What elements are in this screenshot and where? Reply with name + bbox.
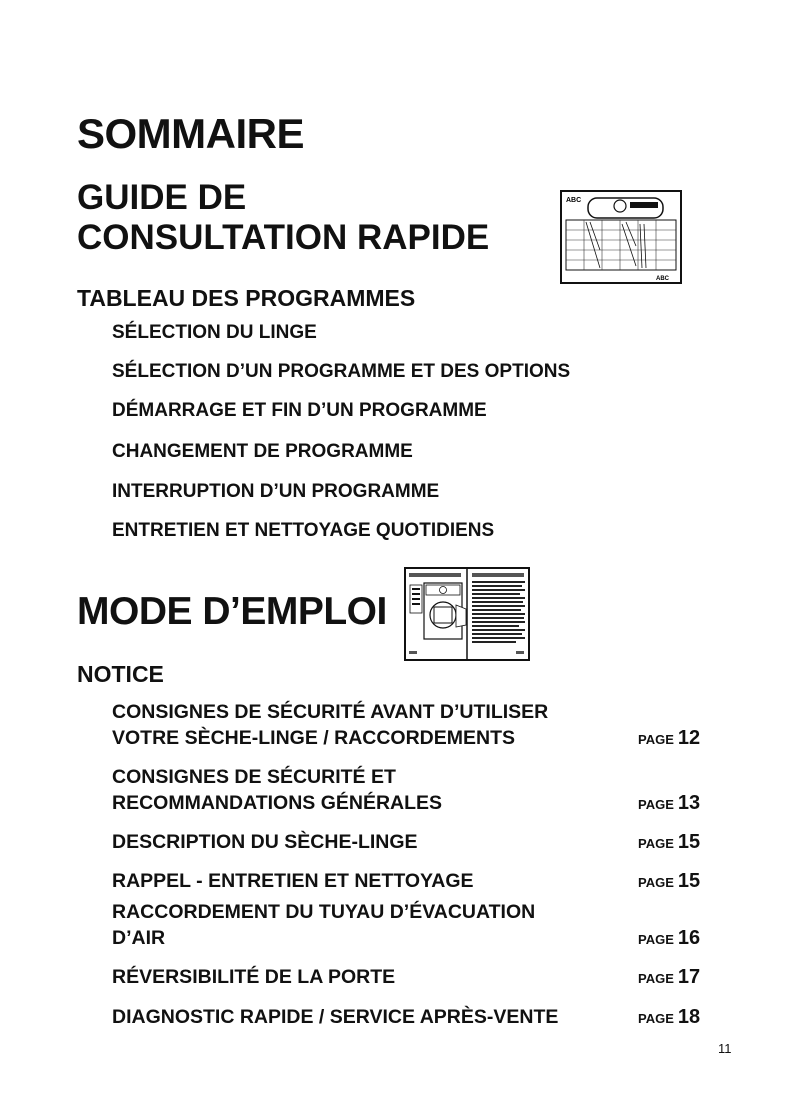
toc-entry-line2: D’AIR	[112, 927, 166, 949]
toc-entry-line1: CONSIGNES DE SÉCURITÉ ET	[112, 766, 396, 788]
page-number: 15	[677, 831, 701, 853]
quick-guide-heading-line2: CONSULTATION RAPIDE	[77, 218, 490, 257]
toc-entry-line1: RAPPEL - ENTRETIEN ET NETTOYAGE	[112, 870, 474, 892]
quick-guide-heading-line1: GUIDE DE	[77, 178, 247, 217]
toc-page-ref	[638, 966, 700, 989]
page-number: 15	[677, 870, 701, 892]
toc-entry	[112, 1004, 558, 1030]
quick-guide-item: INTERRUPTION D’UN PROGRAMME	[112, 481, 440, 502]
toc-entry	[112, 829, 418, 855]
quick-guide-item: SÉLECTION DU LINGE	[112, 322, 317, 343]
page-word: PAGE	[638, 836, 674, 851]
toc-page-ref	[638, 792, 700, 815]
toc-entry-line1: DESCRIPTION DU SÈCHE-LINGE	[112, 831, 418, 853]
quick-guide-item: CHANGEMENT DE PROGRAMME	[112, 441, 413, 462]
page-word: PAGE	[638, 932, 674, 947]
page-word: PAGE	[638, 1011, 674, 1026]
manual-subheading: NOTICE	[77, 661, 164, 687]
toc-page-ref	[638, 870, 700, 893]
quick-guide-subheading: TABLEAU DES PROGRAMMES	[77, 285, 416, 311]
toc-entry-line1: RACCORDEMENT DU TUYAU D’ÉVACUATION	[112, 901, 536, 923]
page-word: PAGE	[638, 797, 674, 812]
page-number: 17	[677, 966, 701, 988]
page-title: SOMMAIRE	[77, 110, 304, 157]
toc-page-ref	[638, 727, 700, 750]
toc-entry-line1: RÉVERSIBILITÉ DE LA PORTE	[112, 966, 396, 988]
quick-guide-item: SÉLECTION D’UN PROGRAMME ET DES OPTIONS	[112, 361, 571, 382]
page-word: PAGE	[638, 875, 674, 890]
page-number: 16	[677, 927, 701, 949]
toc-entry	[112, 964, 395, 990]
page-number: 12	[677, 727, 701, 749]
page-number-footer: 11	[718, 1041, 732, 1056]
toc-page-ref	[638, 1006, 700, 1029]
toc-entry	[112, 899, 535, 951]
manual-heading: MODE D’EMPLOI	[77, 590, 387, 633]
quick-guide-thumbnail	[560, 190, 682, 284]
toc-entry-line1: DIAGNOSTIC RAPIDE / SERVICE APRÈS-VENTE	[112, 1006, 559, 1028]
thumbnail-label-top: ABC	[566, 197, 582, 204]
toc-entry-line2: VOTRE SÈCHE-LINGE / RACCORDEMENTS	[112, 727, 516, 749]
toc-entry	[112, 699, 548, 751]
page-number: 13	[677, 792, 701, 814]
toc-page-ref	[638, 927, 700, 950]
toc-page-ref	[638, 831, 700, 854]
page-number: 18	[677, 1006, 701, 1028]
toc-entry-line1: CONSIGNES DE SÉCURITÉ AVANT D’UTILISER	[112, 701, 549, 723]
toc-entry	[112, 764, 442, 816]
quick-guide-item: DÉMARRAGE ET FIN D’UN PROGRAMME	[112, 400, 487, 421]
toc-entry-line2: RECOMMANDATIONS GÉNÉRALES	[112, 792, 443, 814]
toc-entry	[112, 868, 474, 894]
page-word: PAGE	[638, 732, 674, 747]
quick-guide-item: ENTRETIEN ET NETTOYAGE QUOTIDIENS	[112, 520, 495, 541]
manual-thumbnail	[404, 567, 530, 661]
page-word: PAGE	[638, 971, 674, 986]
thumbnail-label-bottom: ABC	[656, 276, 669, 282]
